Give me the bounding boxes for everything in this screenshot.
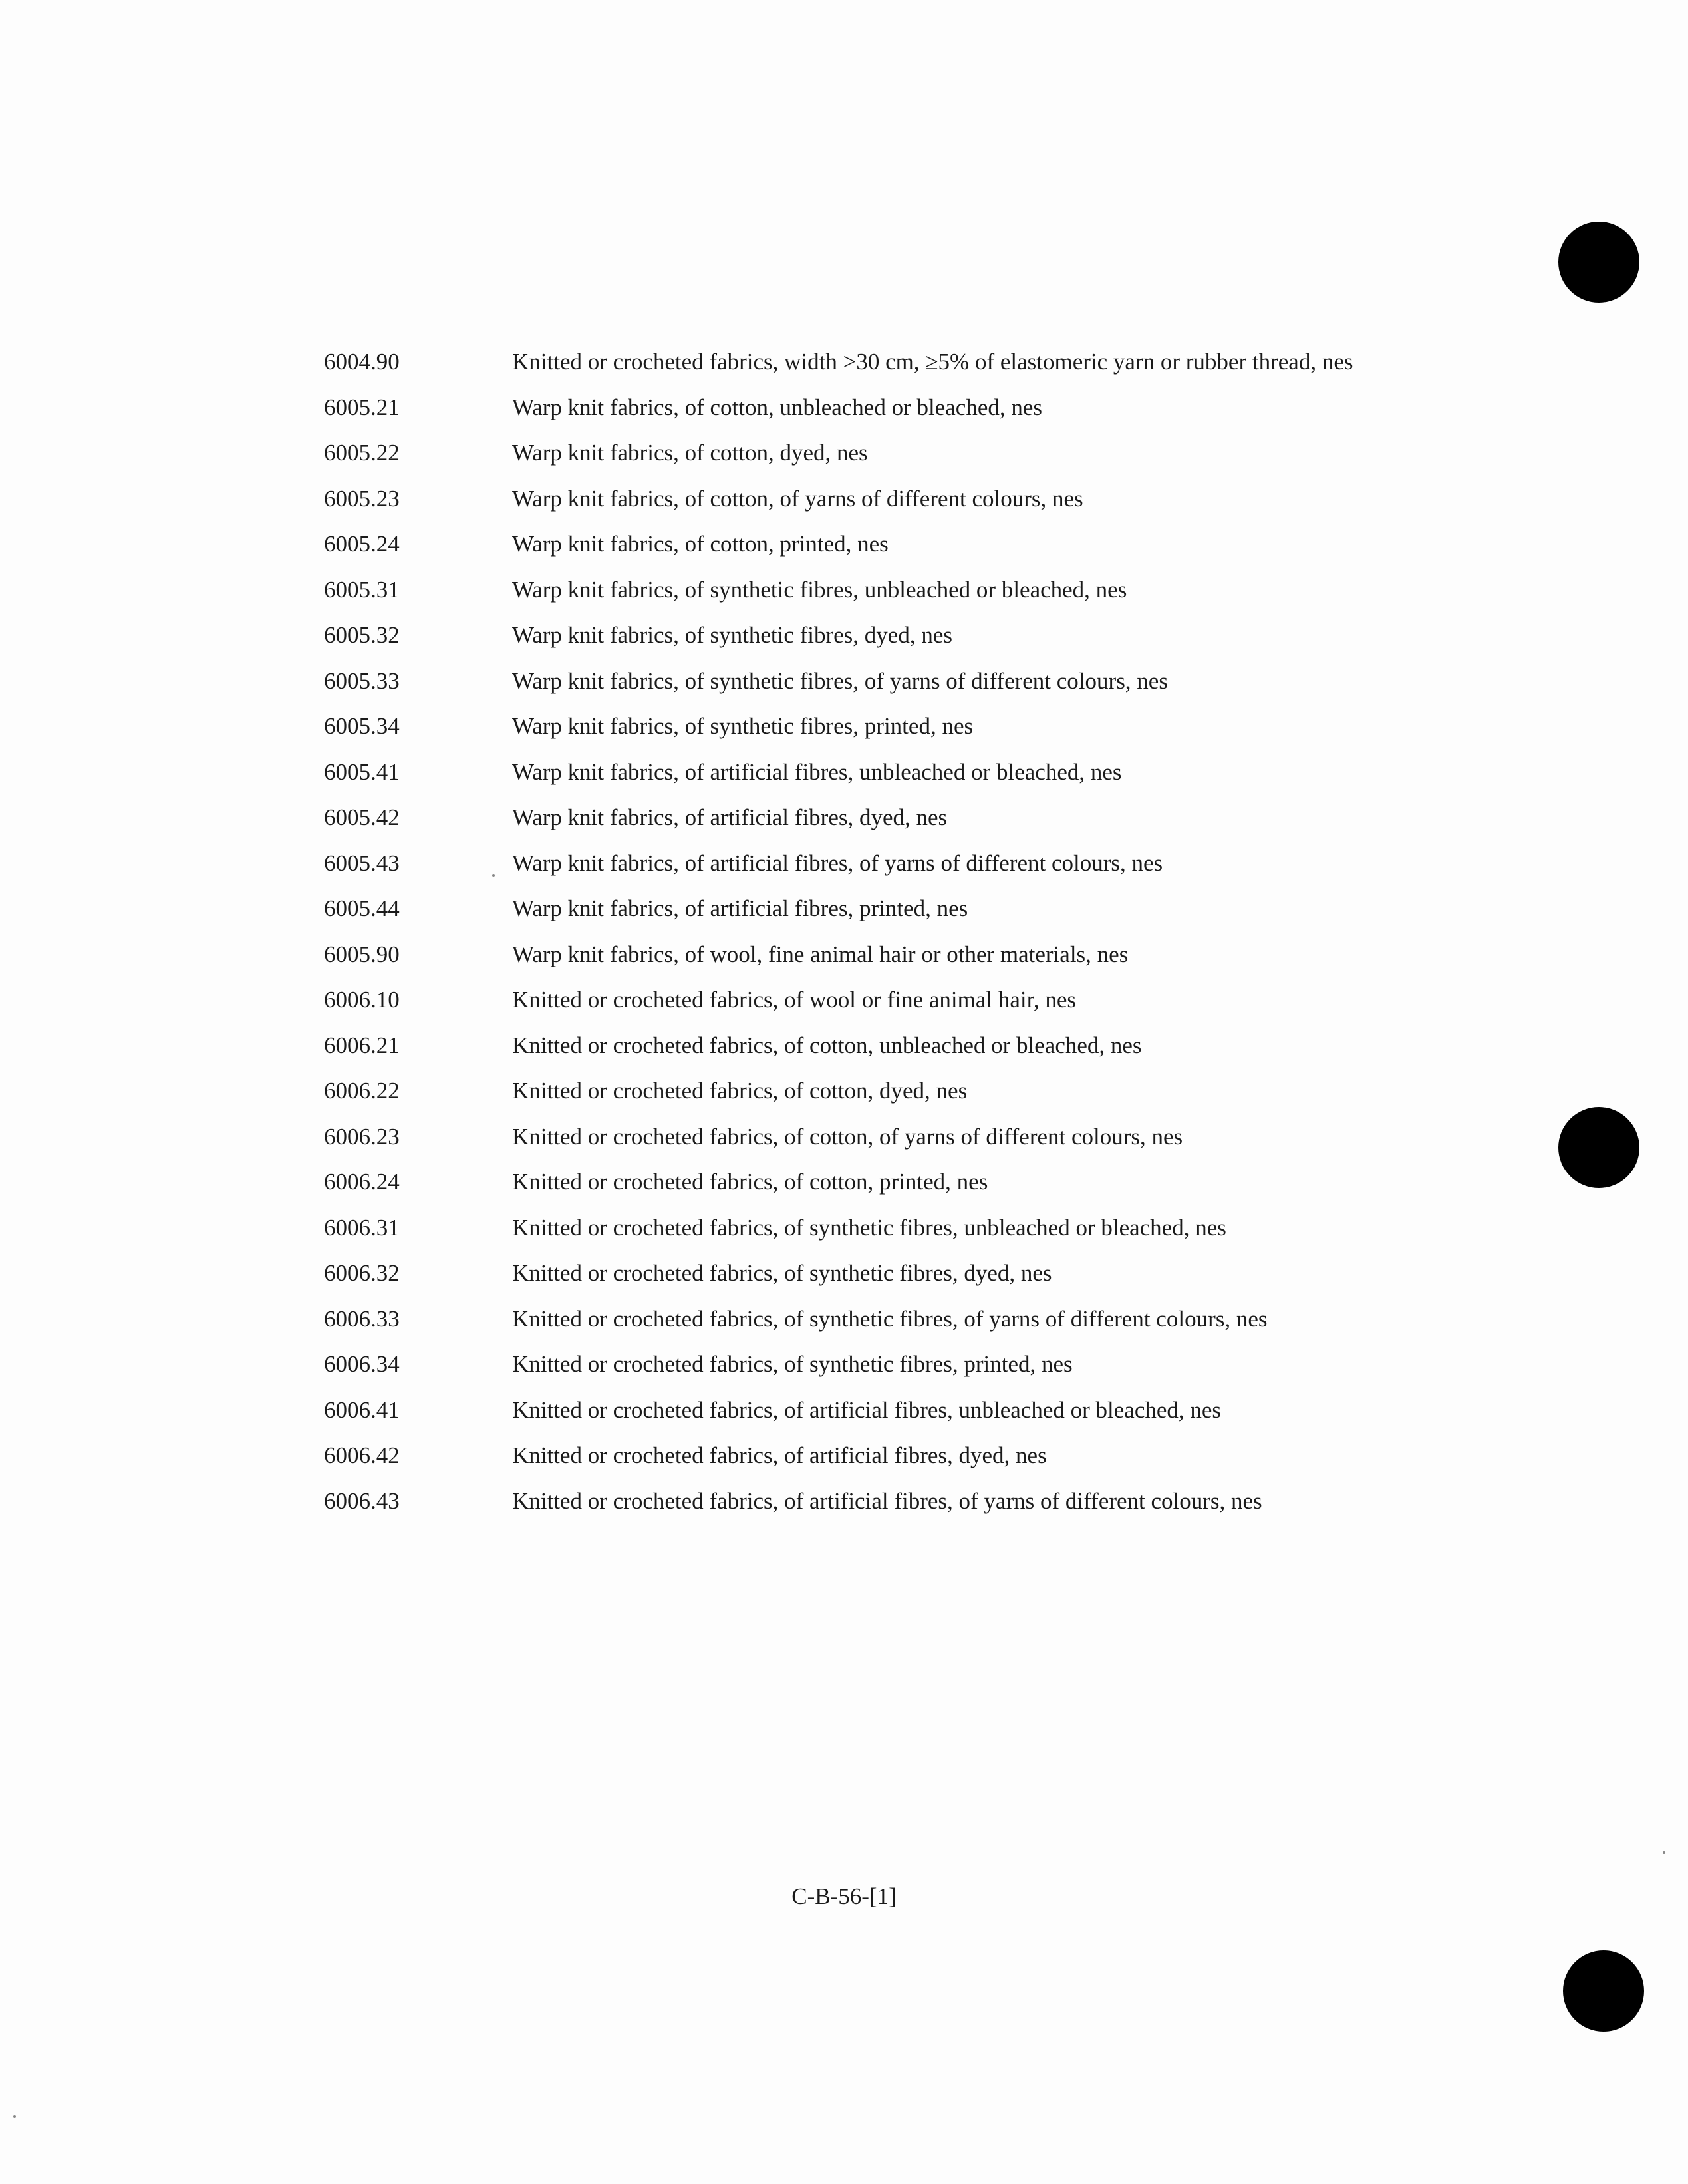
tariff-code: 6006.22 [324, 1078, 400, 1104]
tariff-code: 6006.31 [324, 1214, 400, 1241]
list-item [324, 1030, 1388, 1060]
list-item [324, 392, 1388, 422]
tariff-description: Knitted or crocheted fabrics, of wool or fine animal hair, nes [512, 987, 1077, 1013]
tariff-code: 6006.32 [324, 1260, 400, 1286]
tariff-description: Warp knit fabrics, of cotton, dyed, nes [512, 440, 868, 466]
tariff-code: 6004.90 [324, 349, 400, 375]
tariff-description: Warp knit fabrics, of synthetic fibres, dyed, nes [512, 622, 952, 648]
list-item [324, 666, 1388, 696]
punch-hole-top [1558, 222, 1639, 303]
list-item [324, 484, 1388, 514]
tariff-code-list [324, 347, 1388, 1531]
scan-speck [13, 2115, 16, 2118]
list-item [324, 985, 1388, 1014]
tariff-code: 6005.22 [324, 440, 400, 466]
tariff-code: 6005.23 [324, 485, 400, 512]
tariff-description: Knitted or crocheted fabrics, of cotton, of yarns of different colours, nes [512, 1123, 1183, 1150]
list-item [324, 620, 1388, 650]
list-item [324, 1440, 1388, 1470]
page-number: C-B-56-[1] [791, 1883, 897, 1909]
tariff-description: Warp knit fabrics, of artificial fibres, dyed, nes [512, 804, 948, 830]
tariff-code: 6006.10 [324, 987, 400, 1013]
tariff-description: Knitted or crocheted fabrics, of synthetic fibres, printed, nes [512, 1351, 1073, 1377]
tariff-description: Knitted or crocheted fabrics, of synthetic fibres, of yarns of different colours, nes [512, 1305, 1268, 1332]
list-item [324, 939, 1388, 969]
list-item [324, 893, 1388, 923]
tariff-code: 6006.24 [324, 1169, 400, 1195]
tariff-description: Warp knit fabrics, of cotton, printed, nes [512, 531, 889, 557]
tariff-description: Knitted or crocheted fabrics, of cotton, dyed, nes [512, 1078, 968, 1104]
scan-speck [1663, 1851, 1665, 1854]
tariff-code: 6006.23 [324, 1123, 400, 1150]
tariff-code: 6005.31 [324, 576, 400, 603]
list-item [324, 1486, 1388, 1516]
tariff-code: 6005.90 [324, 941, 400, 967]
tariff-description: Warp knit fabrics, of artificial fibres, printed, nes [512, 895, 968, 921]
tariff-code: 6005.24 [324, 531, 400, 557]
list-item [324, 802, 1388, 832]
tariff-code: 6006.42 [324, 1442, 400, 1468]
tariff-code: 6005.42 [324, 804, 400, 830]
list-item [324, 575, 1388, 605]
tariff-description: Warp knit fabrics, of synthetic fibres, printed, nes [512, 713, 974, 739]
tariff-code: 6006.43 [324, 1487, 400, 1514]
tariff-description: Knitted or crocheted fabrics, of artificial fibres, dyed, nes [512, 1442, 1047, 1468]
tariff-description: Warp knit fabrics, of artificial fibres, of yarns of different colours, nes [512, 850, 1163, 876]
tariff-description: Knitted or crocheted fabrics, of artificial fibres, unbleached or bleached, nes [512, 1396, 1222, 1423]
tariff-description: Knitted or crocheted fabrics, of artificial fibres, of yarns of different colours, nes [512, 1487, 1262, 1514]
tariff-code: 6005.43 [324, 850, 400, 876]
list-item [324, 1349, 1388, 1379]
list-item [324, 757, 1388, 787]
list-item [324, 1167, 1388, 1197]
tariff-description: Warp knit fabrics, of artificial fibres, unbleached or bleached, nes [512, 758, 1122, 785]
tariff-code: 6005.32 [324, 622, 400, 648]
tariff-description: Warp knit fabrics, of wool, fine animal hair or other materials, nes [512, 941, 1129, 967]
list-item [324, 1122, 1388, 1152]
tariff-code: 6006.21 [324, 1032, 400, 1058]
list-item [324, 438, 1388, 468]
tariff-code: 6006.34 [324, 1351, 400, 1377]
list-item [324, 529, 1388, 559]
tariff-code: 6006.33 [324, 1305, 400, 1332]
list-item [324, 711, 1388, 741]
list-item [324, 848, 1388, 878]
tariff-description: Knitted or crocheted fabrics, width >30 cm, ≥5% of elastomeric yarn or rubber thread, nes [512, 349, 1353, 375]
tariff-code: 6005.34 [324, 713, 400, 739]
tariff-description: Knitted or crocheted fabrics, of synthetic fibres, unbleached or bleached, nes [512, 1214, 1226, 1241]
tariff-code: 6005.41 [324, 758, 400, 785]
list-item [324, 1258, 1388, 1288]
tariff-code: 6005.21 [324, 394, 400, 420]
tariff-description: Warp knit fabrics, of synthetic fibres, unbleached or bleached, nes [512, 576, 1127, 603]
tariff-code: 6005.33 [324, 667, 400, 694]
tariff-description: Warp knit fabrics, of cotton, of yarns of different colours, nes [512, 485, 1083, 512]
list-item [324, 1395, 1388, 1425]
tariff-description: Warp knit fabrics, of synthetic fibres, of yarns of different colours, nes [512, 667, 1168, 694]
tariff-description: Warp knit fabrics, of cotton, unbleached or bleached, nes [512, 394, 1043, 420]
tariff-code: 6005.44 [324, 895, 400, 921]
list-item [324, 1304, 1388, 1334]
tariff-description: Knitted or crocheted fabrics, of cotton, unbleached or bleached, nes [512, 1032, 1142, 1058]
list-item [324, 347, 1388, 377]
tariff-code: 6006.41 [324, 1396, 400, 1423]
tariff-description: Knitted or crocheted fabrics, of cotton, printed, nes [512, 1169, 988, 1195]
list-item [324, 1076, 1388, 1106]
list-item [324, 1213, 1388, 1243]
tariff-description: Knitted or crocheted fabrics, of synthetic fibres, dyed, nes [512, 1260, 1052, 1286]
punch-hole-middle [1558, 1107, 1639, 1188]
punch-hole-bottom [1563, 1950, 1644, 2032]
